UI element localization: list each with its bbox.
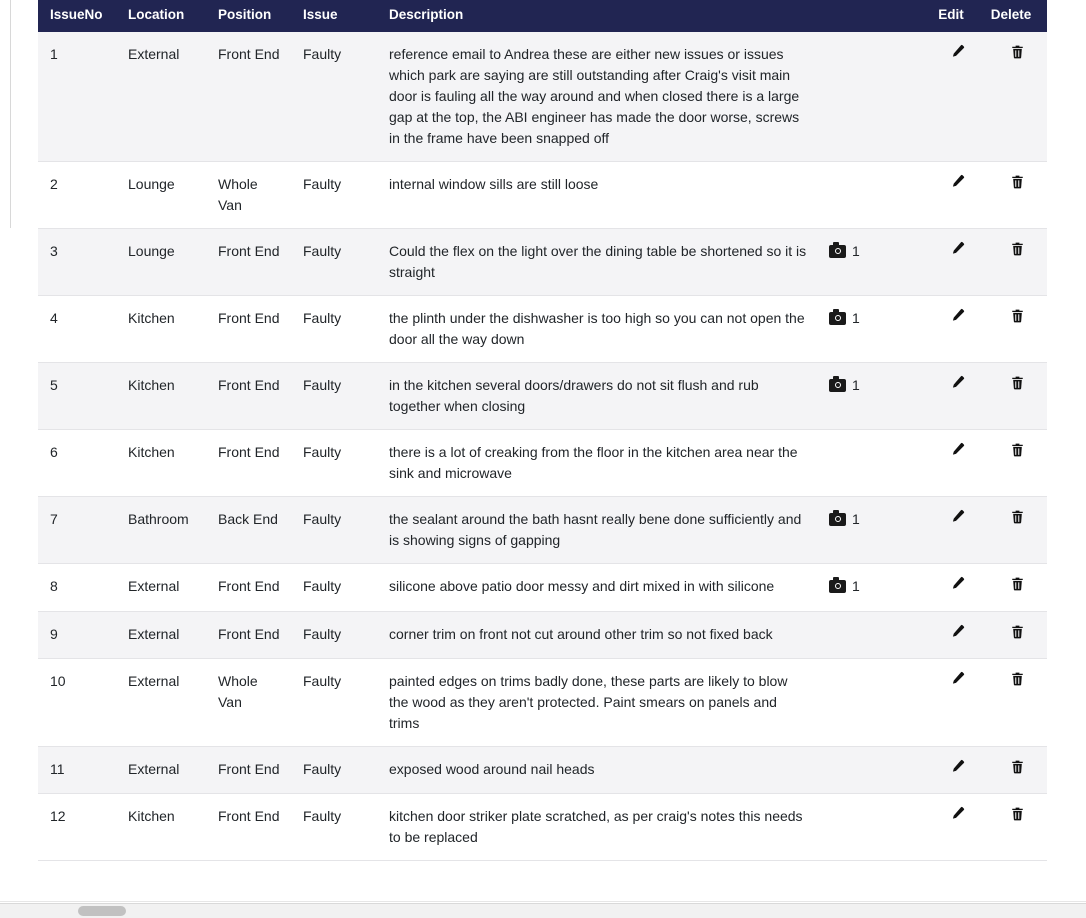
table-row [38,497,1047,564]
cell-location: Kitchen [116,430,206,497]
column-header-description[interactable]: Description [377,0,817,32]
table-row [38,794,1047,861]
photo-count-label: 1 [852,511,860,527]
pencil-icon [950,44,965,59]
cell-photos [817,430,927,497]
delete-row-button[interactable] [1010,624,1025,640]
pencil-icon [950,576,965,591]
cell-description: silicone above patio door messy and dirt mixed in with silicone [377,564,817,612]
cell-description: in the kitchen several doors/drawers do not sit flush and rub together when closing [377,363,817,430]
cell-photos [817,747,927,794]
cell-location: External [116,564,206,612]
cell-delete [983,747,1047,794]
cell-position: Back End [206,497,291,564]
edit-row-button[interactable] [950,442,965,457]
table-row [38,747,1047,794]
cell-edit [927,162,983,229]
trash-icon [1010,671,1025,687]
edit-row-button[interactable] [950,375,965,390]
pencil-icon [950,308,965,323]
cell-photos [817,497,927,564]
cell-issueno: 10 [38,659,116,747]
cell-position: Front End [206,32,291,162]
photo-count-label: 1 [852,243,860,259]
pencil-icon [950,759,965,774]
pencil-icon [950,174,965,189]
cell-photos [817,296,927,363]
cell-delete [983,32,1047,162]
cell-location: Kitchen [116,794,206,861]
edit-row-button[interactable] [950,174,965,189]
cell-edit [927,296,983,363]
cell-edit [927,229,983,296]
column-header-position[interactable]: Position [206,0,291,32]
cell-photos [817,363,927,430]
cell-position: Front End [206,564,291,612]
cell-description: the sealant around the bath hasnt really bene done sufficiently and is showing signs of gapping [377,497,817,564]
cell-issueno: 3 [38,229,116,296]
cell-location: Bathroom [116,497,206,564]
delete-row-button[interactable] [1010,442,1025,458]
table-row [38,363,1047,430]
cell-photos [817,564,927,612]
table-row [38,296,1047,363]
cell-issue: Faulty [291,296,377,363]
cell-issueno: 4 [38,296,116,363]
delete-row-button[interactable] [1010,576,1025,592]
cell-description: the plinth under the dishwasher is too high so you can not open the door all the way down [377,296,817,363]
cell-position: Front End [206,229,291,296]
trash-icon [1010,308,1025,324]
column-header-photos [817,0,927,32]
table-row [38,659,1047,747]
cell-delete [983,659,1047,747]
cell-edit [927,363,983,430]
cell-edit [927,747,983,794]
cell-description: Could the flex on the light over the dining table be shortened so it is straight [377,229,817,296]
cell-photos [817,162,927,229]
photo-count-label: 1 [852,578,860,594]
cell-issueno: 7 [38,497,116,564]
cell-edit [927,564,983,612]
edit-row-button[interactable] [950,671,965,686]
cell-issueno: 8 [38,564,116,612]
cell-issueno: 5 [38,363,116,430]
column-header-delete: Delete [983,0,1047,32]
left-page-gutter-lower [0,228,11,918]
cell-edit [927,612,983,659]
delete-row-button[interactable] [1010,671,1025,687]
cell-photos [817,612,927,659]
delete-row-button[interactable] [1010,308,1025,324]
cell-location: External [116,659,206,747]
pencil-icon [950,375,965,390]
table-row [38,612,1047,659]
cell-position: Front End [206,296,291,363]
horizontal-scrollbar[interactable] [0,903,1086,918]
cell-position: Front End [206,363,291,430]
photo-count-badge[interactable] [829,308,860,329]
edit-row-button[interactable] [950,509,965,524]
cell-photos [817,229,927,296]
camera-icon [829,379,846,392]
delete-row-button[interactable] [1010,241,1025,257]
delete-row-button[interactable] [1010,509,1025,525]
cell-edit [927,497,983,564]
trash-icon [1010,442,1025,458]
pencil-icon [950,671,965,686]
cell-location: External [116,612,206,659]
cell-location: Kitchen [116,296,206,363]
cell-position: Whole Van [206,659,291,747]
trash-icon [1010,375,1025,391]
delete-row-button[interactable] [1010,759,1025,775]
pencil-icon [950,806,965,821]
cell-delete [983,229,1047,296]
photo-count-badge[interactable] [829,576,860,597]
column-header-issue[interactable]: Issue [291,0,377,32]
cell-edit [927,430,983,497]
edit-row-button[interactable] [950,624,965,639]
issues-table-container [38,0,1032,861]
cell-delete [983,497,1047,564]
trash-icon [1010,241,1025,257]
edit-row-button[interactable] [950,44,965,59]
cell-issueno: 2 [38,162,116,229]
issues-table-body [38,32,1047,861]
cell-edit [927,32,983,162]
cell-issue: Faulty [291,162,377,229]
cell-issue: Faulty [291,430,377,497]
column-header-location[interactable]: Location [116,0,206,32]
delete-row-button[interactable] [1010,375,1025,391]
cell-delete [983,363,1047,430]
cell-edit [927,659,983,747]
table-row [38,32,1047,162]
cell-delete [983,612,1047,659]
pencil-icon [950,624,965,639]
cell-description: exposed wood around nail heads [377,747,817,794]
cell-delete [983,794,1047,861]
edit-row-button[interactable] [950,806,965,821]
cell-description: painted edges on trims badly done, these parts are likely to blow the wood as they aren't protected. Paint smears on panels and trims [377,659,817,747]
cell-location: External [116,32,206,162]
edit-row-button[interactable] [950,241,965,256]
photo-count-badge[interactable] [829,241,860,262]
cell-issue: Faulty [291,612,377,659]
cell-position: Whole Van [206,162,291,229]
cell-position: Front End [206,794,291,861]
edit-row-button[interactable] [950,759,965,774]
trash-icon [1010,174,1025,190]
cell-description: kitchen door striker plate scratched, as per craig's notes this needs to be replaced [377,794,817,861]
cell-position: Front End [206,747,291,794]
cell-description: reference email to Andrea these are either new issues or issues which park are saying are still outstanding after Craig's visit main door is fauling all the way around and when closed there is a large gap at the top, the ABI engineer has made the door worse, screws in the frame have been snapped off [377,32,817,162]
table-row [38,162,1047,229]
cell-description: corner trim on front not cut around other trim so not fixed back [377,612,817,659]
cell-issue: Faulty [291,32,377,162]
trash-icon [1010,576,1025,592]
cell-location: External [116,747,206,794]
pencil-icon [950,509,965,524]
cell-delete [983,296,1047,363]
camera-icon [829,513,846,526]
photo-count-label: 1 [852,377,860,393]
trash-icon [1010,509,1025,525]
cell-position: Front End [206,430,291,497]
trash-icon [1010,759,1025,775]
cell-description: internal window sills are still loose [377,162,817,229]
cell-position: Front End [206,612,291,659]
cell-issue: Faulty [291,747,377,794]
cell-photos [817,32,927,162]
cell-location: Lounge [116,229,206,296]
cell-location: Kitchen [116,363,206,430]
cell-issue: Faulty [291,659,377,747]
cell-delete [983,430,1047,497]
cell-issue: Faulty [291,564,377,612]
photo-count-badge[interactable] [829,375,860,396]
column-header-issueno[interactable]: IssueNo [38,0,116,32]
camera-icon [829,580,846,593]
cell-issueno: 9 [38,612,116,659]
issues-table [38,0,1047,861]
cell-issue: Faulty [291,794,377,861]
edit-row-button[interactable] [950,576,965,591]
cell-issueno: 6 [38,430,116,497]
cell-issueno: 11 [38,747,116,794]
cell-description: there is a lot of creaking from the floor in the kitchen area near the sink and microwave [377,430,817,497]
column-header-edit: Edit [927,0,983,32]
cell-issueno: 12 [38,794,116,861]
pencil-icon [950,442,965,457]
camera-icon [829,312,846,325]
cell-edit [927,794,983,861]
trash-icon [1010,624,1025,640]
cell-issue: Faulty [291,497,377,564]
edit-row-button[interactable] [950,308,965,323]
horizontal-scrollbar-thumb[interactable] [78,906,126,916]
cell-issue: Faulty [291,363,377,430]
pencil-icon [950,241,965,256]
delete-row-button[interactable] [1010,806,1025,822]
cell-issueno: 1 [38,32,116,162]
table-row [38,564,1047,612]
cell-photos [817,794,927,861]
photo-count-label: 1 [852,310,860,326]
table-row [38,229,1047,296]
cell-location: Lounge [116,162,206,229]
table-row [38,430,1047,497]
photo-count-badge[interactable] [829,509,860,530]
trash-icon [1010,44,1025,60]
cell-issue: Faulty [291,229,377,296]
table-header-row [38,0,1047,32]
issues-table-head [38,0,1047,32]
trash-icon [1010,806,1025,822]
camera-icon [829,245,846,258]
delete-row-button[interactable] [1010,44,1025,60]
cell-delete [983,564,1047,612]
cell-photos [817,659,927,747]
delete-row-button[interactable] [1010,174,1025,190]
cell-delete [983,162,1047,229]
